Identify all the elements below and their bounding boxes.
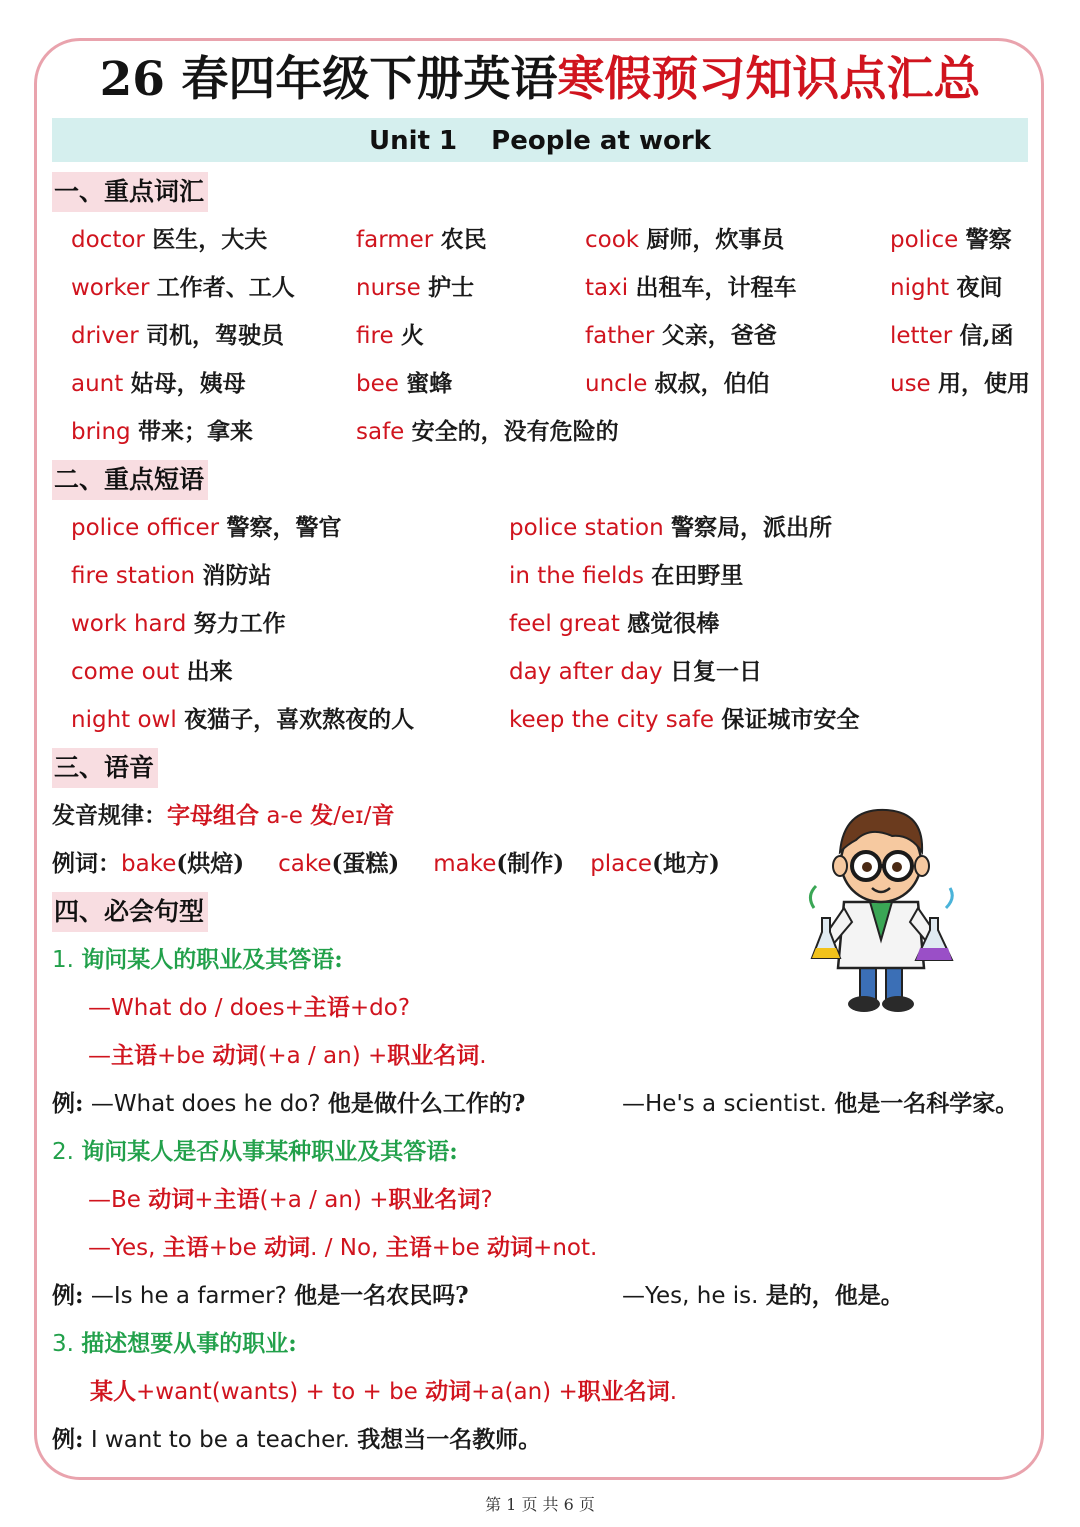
section-heading-phrases: 二、重点短语 — [52, 460, 208, 500]
vocab-item: police 警察 — [890, 226, 1012, 253]
title-part-2: 寒假预习知识点汇总 — [557, 52, 981, 107]
vocab-item: uncle 叔叔，伯伯 — [585, 370, 770, 397]
section-heading-vocab: 一、重点词汇 — [52, 172, 208, 212]
unit-banner — [52, 118, 1028, 162]
pattern-3-example: 例: I want to be a teacher. 我想当一名教师。 — [52, 1426, 542, 1453]
title-part-1: 26 春四年级下册英语 — [99, 52, 558, 107]
pattern-1-answer: —主语+be 动词(+a / an) +职业名词. — [88, 1042, 487, 1069]
phrase-item: fire station 消防站 — [71, 562, 272, 589]
page-title — [0, 50, 1080, 110]
pattern-3-formula: 某人+want(wants) + to + be 动词+a(an) +职业名词. — [90, 1378, 678, 1405]
phrase-item: work hard 努力工作 — [71, 610, 286, 637]
vocab-item: use 用，使用 — [890, 370, 1031, 397]
pattern-2-example-answer: —Yes, he is. 是的，他是。 — [622, 1282, 904, 1309]
phonics-examples: 例词：bake(烘焙) cake(蛋糕) make(制作) place(地方) — [52, 850, 720, 877]
page-footer: 第 1 页 共 6 页 — [485, 1495, 595, 1514]
phrase-item: night owl 夜猫子，喜欢熬夜的人 — [71, 706, 415, 733]
pattern-2-example-question: 例: —Is he a farmer? 他是一名农民吗? — [52, 1282, 469, 1309]
vocab-item: fire 火 — [356, 322, 424, 349]
vocab-item: bring 带来；拿来 — [71, 418, 253, 445]
vocab-item: doctor 医生，大夫 — [71, 226, 268, 253]
phrase-item: keep the city safe 保证城市安全 — [509, 706, 860, 733]
pattern-2-question: —Be 动词+主语(+a / an) +职业名词? — [88, 1186, 493, 1213]
pattern-2-heading: 2. 询问某人是否从事某种职业及其答语: — [52, 1138, 458, 1165]
pattern-3-heading: 3. 描述想要从事的职业: — [52, 1330, 297, 1357]
vocab-item: worker 工作者、工人 — [71, 274, 295, 301]
phrase-item: police station 警察局，派出所 — [509, 514, 833, 541]
vocab-item: farmer 农民 — [356, 226, 487, 253]
section-heading-phonics: 三、语音 — [52, 748, 158, 788]
unit-name: People at work — [491, 126, 711, 156]
vocab-item: safe 安全的，没有危险的 — [356, 418, 619, 445]
phrase-item: day after day 日复一日 — [509, 658, 762, 685]
vocab-item: aunt 姑母，姨母 — [71, 370, 246, 397]
vocab-item: cook 厨师，炊事员 — [585, 226, 785, 253]
vocab-item: letter 信,函 — [890, 322, 1014, 349]
vocab-item: driver 司机，驾驶员 — [71, 322, 284, 349]
vocab-item: bee 蜜蜂 — [356, 370, 453, 397]
vocab-item: nurse 护士 — [356, 274, 475, 301]
pattern-2-answer: —Yes, 主语+be 动词. / No, 主语+be 动词+not. — [88, 1234, 598, 1261]
section-heading-sentences: 四、必会句型 — [52, 892, 208, 932]
vocab-item: taxi 出租车，计程车 — [585, 274, 797, 301]
phrase-item: come out 出来 — [71, 658, 233, 685]
phrase-item: feel great 感觉很棒 — [509, 610, 720, 637]
pattern-1-example-answer: —He's a scientist. 他是一名科学家。 — [622, 1090, 1019, 1117]
scientist-illustration — [800, 790, 962, 1020]
pattern-1-question: —What do / does+主语+do? — [88, 994, 411, 1021]
pattern-1-example-question: 例: —What does he do? 他是做什么工作的? — [52, 1090, 526, 1117]
vocab-item: night 夜间 — [890, 274, 1003, 301]
pattern-1-heading: 1. 询问某人的职业及其答语: — [52, 946, 343, 973]
phrase-item: in the fields 在田野里 — [509, 562, 744, 589]
phonics-rule: 发音规律：字母组合 a-e 发/eɪ/音 — [52, 802, 395, 829]
unit-number: Unit 1 — [369, 126, 458, 156]
vocab-item: father 父亲，爸爸 — [585, 322, 777, 349]
phrase-item: police officer 警察，警官 — [71, 514, 342, 541]
